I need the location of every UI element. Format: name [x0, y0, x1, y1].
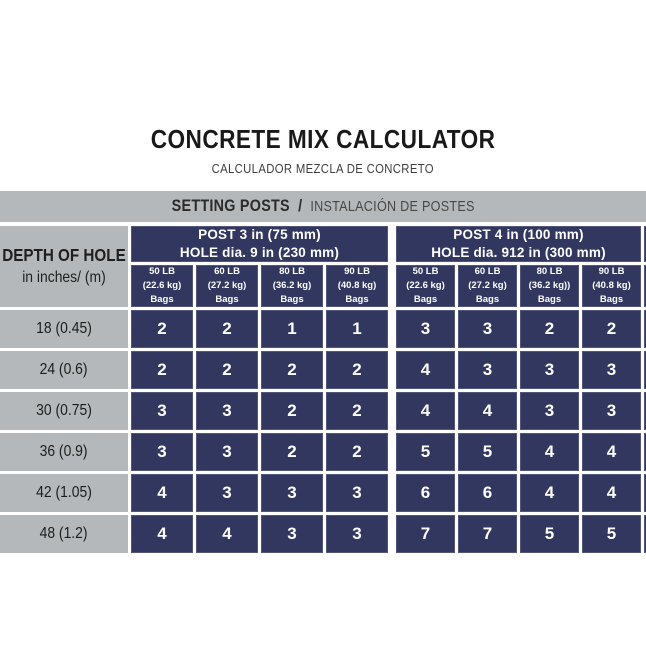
- bag-count-cell: 4: [131, 515, 193, 553]
- bag-count-cell: 5: [396, 433, 455, 471]
- bag-count-cell: 6: [458, 474, 517, 512]
- bag-count-cell: 5: [458, 433, 517, 471]
- bag-count-cell: 3: [196, 433, 258, 471]
- column-header: [396, 265, 455, 307]
- column-header-line: 90 LB: [598, 265, 625, 277]
- bag-count-cell: 2: [131, 351, 193, 389]
- bag-count-cell: 2: [261, 433, 323, 471]
- bag-count-cell: 3: [131, 392, 193, 430]
- column-header: [520, 265, 579, 307]
- bag-count-cell: 4: [196, 515, 258, 553]
- group-header-line1: POST 4 in (100 mm): [453, 227, 584, 243]
- column-header: [582, 265, 641, 307]
- column-header-line: 60 LB: [474, 265, 501, 277]
- table: [0, 226, 646, 553]
- bag-count-cell: 3: [520, 351, 579, 389]
- bag-count-cell: 3: [326, 515, 388, 553]
- bag-count-cell: 3: [196, 392, 258, 430]
- column-header: [326, 265, 388, 307]
- bag-count-cell: 3: [458, 310, 517, 348]
- group-header-line2: HOLE dia. 912 in (300 mm): [431, 245, 606, 260]
- column-header-line: Bags: [150, 294, 174, 306]
- bag-count-cell: 3: [261, 474, 323, 512]
- bag-count-cell: 2: [261, 351, 323, 389]
- bag-count-cell: 3: [131, 433, 193, 471]
- bag-count-cell: 7: [458, 515, 517, 553]
- column-header-line: 50 LB: [412, 265, 439, 277]
- bag-count-cell: 1: [261, 310, 323, 348]
- column-header-line: (22.6 kg): [406, 279, 445, 291]
- column-header-line: Bags: [599, 294, 624, 306]
- group-header-post4: [396, 226, 641, 262]
- page-title: CONCRETE MIX CALCULATOR: [150, 124, 496, 154]
- column-header-line: (22.6 kg): [142, 279, 182, 291]
- bag-count-cell: 3: [261, 515, 323, 553]
- column-header-line: Bags: [475, 294, 500, 306]
- bag-count-cell: 2: [131, 310, 193, 348]
- bag-count-cell: 3: [582, 351, 641, 389]
- group-header-line1: POST 3 in (75 mm): [198, 227, 321, 243]
- column-header-line: 60 LB: [214, 265, 240, 277]
- bag-count-cell: 3: [396, 310, 455, 348]
- column-header-line: (27.2 kg): [468, 279, 507, 291]
- bag-count-cell: 4: [582, 433, 641, 471]
- row-label: [0, 310, 128, 348]
- row-label-text: 48 (1.2): [40, 525, 88, 542]
- row-label-text: 36 (0.9): [40, 443, 88, 460]
- column-header-line: 50 LB: [149, 265, 175, 277]
- bag-count-cell: 3: [326, 474, 388, 512]
- column-header: [131, 265, 193, 307]
- bag-count-cell: 5: [582, 515, 641, 553]
- bag-count-cell: 4: [396, 351, 455, 389]
- bag-count-cell: 2: [582, 310, 641, 348]
- bag-count-cell: 5: [520, 515, 579, 553]
- row-header-stack: [2, 244, 125, 288]
- column-header-line: Bags: [345, 294, 369, 306]
- row-label: [0, 351, 128, 389]
- column-header-line: 80 LB: [536, 265, 563, 277]
- bag-count-cell: 7: [396, 515, 455, 553]
- row-label: [0, 433, 128, 471]
- column-header-line: Bags: [537, 294, 562, 306]
- row-label: [0, 515, 128, 553]
- bag-count-cell: 2: [326, 351, 388, 389]
- column-header-line: Bags: [280, 294, 304, 306]
- bag-count-cell: 1: [326, 310, 388, 348]
- bag-count-cell: 4: [520, 474, 579, 512]
- section-title-es: INSTALACIÓN DE POSTES: [310, 199, 475, 215]
- row-header-cell: [0, 226, 128, 307]
- column-header-line: Bags: [413, 294, 438, 306]
- bag-count-cell: 2: [326, 433, 388, 471]
- group-header-post3: [131, 226, 388, 262]
- bag-count-cell: 2: [326, 392, 388, 430]
- section-title-en: SETTING POSTS: [171, 197, 290, 215]
- bag-count-cell: 4: [582, 474, 641, 512]
- bag-count-cell: 4: [458, 392, 517, 430]
- row-header-line1: DEPTH OF HOLE: [2, 245, 126, 266]
- bag-count-cell: 6: [396, 474, 455, 512]
- column-header: [261, 265, 323, 307]
- page-subtitle: CALCULADOR MEZCLA DE CONCRETO: [211, 161, 435, 176]
- column-header-line: (40.8 kg): [592, 279, 631, 291]
- bag-count-cell: 3: [458, 351, 517, 389]
- row-label-text: 24 (0.6): [40, 361, 88, 378]
- bag-count-cell: 4: [396, 392, 455, 430]
- title-wrap: [0, 124, 646, 155]
- row-header-line2: in inches/ (m): [22, 268, 106, 286]
- column-header-line: (40.8 kg): [337, 279, 377, 291]
- column-header-line: (36.2 kg): [272, 279, 312, 291]
- row-label: [0, 474, 128, 512]
- group-header-line2: HOLE dia. 9 in (230 mm): [179, 245, 340, 260]
- column-header-line: (27.2 kg): [207, 279, 247, 291]
- bag-count-cell: 2: [261, 392, 323, 430]
- section-separator: /: [297, 197, 302, 215]
- row-label-text: 18 (0.45): [36, 320, 92, 337]
- bag-count-cell: 2: [196, 351, 258, 389]
- column-header-line: Bags: [215, 294, 239, 306]
- section-bar-text: [171, 197, 474, 216]
- section-bar: [0, 191, 646, 222]
- column-header-line: 90 LB: [344, 265, 370, 277]
- row-label: [0, 392, 128, 430]
- row-label-text: 30 (0.75): [36, 402, 92, 419]
- bag-count-cell: 3: [196, 474, 258, 512]
- bag-count-cell: 2: [196, 310, 258, 348]
- column-header-line: 80 LB: [279, 265, 305, 277]
- bag-count-cell: 3: [582, 392, 641, 430]
- column-header-line: (36.2 kg)): [528, 279, 571, 291]
- bag-count-cell: 4: [520, 433, 579, 471]
- subtitle-wrap: [0, 160, 646, 178]
- bag-count-cell: 2: [520, 310, 579, 348]
- bag-count-cell: 3: [520, 392, 579, 430]
- column-header: [196, 265, 258, 307]
- row-label-text: 42 (1.05): [36, 484, 92, 501]
- bag-count-cell: 4: [131, 474, 193, 512]
- column-header: [458, 265, 517, 307]
